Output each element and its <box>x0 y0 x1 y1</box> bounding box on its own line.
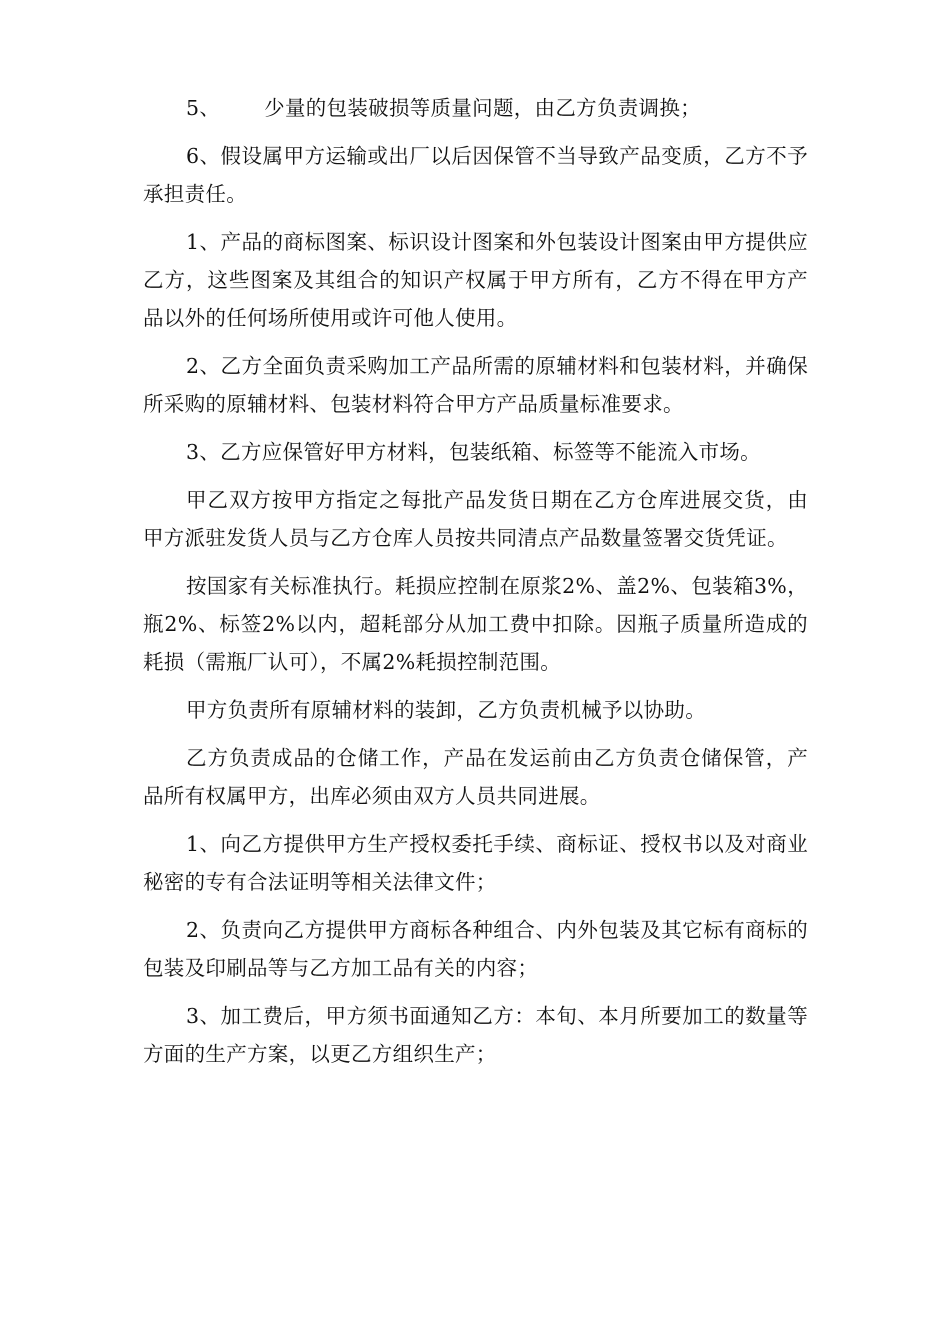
paragraph-3: 1、产品的商标图案、标识设计图案和外包装设计图案由甲方提供应乙方，这些图案及其组合的知识产权属于甲方所有，乙方不得在甲方产品以外的任何场所使用或许可他人使用。 <box>143 230 808 330</box>
paragraph-1 <box>143 89 808 127</box>
paragraph-12: 3、加工费后，甲方须书面通知乙方：本旬、本月所要加工的数量等方面的生产方案，以更乙方组织生产； <box>143 1004 808 1066</box>
paragraph-7: 按国家有关标准执行。耗损应控制在原浆2%、盖2%、包装箱3%，瓶2%、标签2%以内，超耗部分从加工费中扣除。因瓶子质量所造成的耗损（需瓶厂认可），不属2%耗损控制范围。 <box>143 574 808 674</box>
paragraph-10: 1、向乙方提供甲方生产授权委托手续、商标证、授权书以及对商业秘密的专有合法证明等相关法律文件； <box>143 832 808 894</box>
document-body <box>143 89 808 1083</box>
paragraph-5: 3、乙方应保管好甲方材料，包装纸箱、标签等不能流入市场。 <box>186 440 761 464</box>
paragraph-6: 甲乙双方按甲方指定之每批产品发货日期在乙方仓库进展交货，由甲方派驻发货人员与乙方仓库人员按共同清点产品数量签署交货凭证。 <box>143 488 808 550</box>
paragraph-text: 少量的包装破损等质量问题，由乙方负责调换； <box>264 96 701 120</box>
paragraph-8: 甲方负责所有原辅材料的装卸，乙方负责机械予以协助。 <box>186 698 706 722</box>
paragraph-number: 5、 <box>186 96 221 120</box>
paragraph-2: 6、假设属甲方运输或出厂以后因保管不当导致产品变质，乙方不予承担责任。 <box>143 144 808 206</box>
paragraph-9: 乙方负责成品的仓储工作，产品在发运前由乙方负责仓储保管，产品所有权属甲方，出库必须由双方人员共同进展。 <box>143 746 808 808</box>
paragraph-4: 2、乙方全面负责采购加工产品所需的原辅材料和包装材料，并确保所采购的原辅材料、包装材料符合甲方产品质量标准要求。 <box>143 354 808 416</box>
paragraph-11: 2、负责向乙方提供甲方商标各种组合、内外包装及其它标有商标的包装及印刷品等与乙方加工品有关的内容； <box>143 918 808 980</box>
